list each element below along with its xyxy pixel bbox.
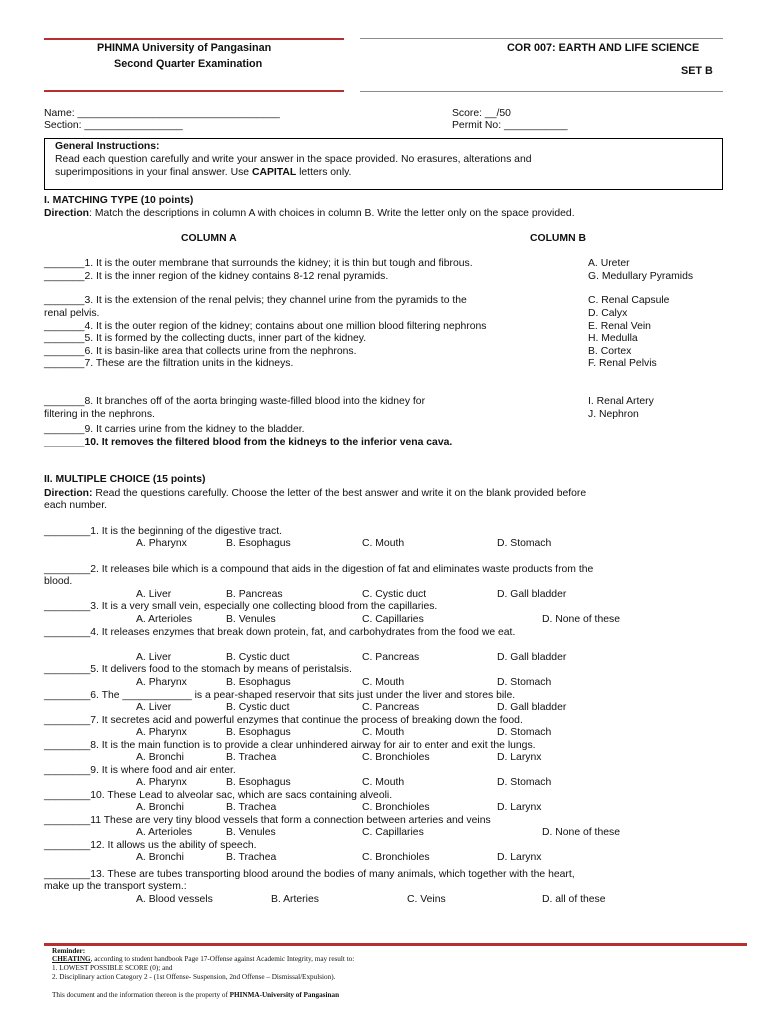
instructions-title: General Instructions: <box>55 141 160 152</box>
choice-d: D. Calyx <box>588 308 628 319</box>
choice-e: E. Renal Vein <box>588 321 651 332</box>
mc-q5-option-b: B. Esophagus <box>226 677 291 688</box>
column-a-header: COLUMN A <box>181 233 237 244</box>
footer-cheating <box>52 955 354 963</box>
mc-question-12: ________12. It allows us the ability of speech. <box>44 840 257 851</box>
name-field[interactable]: Name: ___________________________________ <box>44 108 280 119</box>
mc-q5-option-a: A. Pharynx <box>136 677 187 688</box>
mc-q12-option-b: B. Trachea <box>226 852 277 863</box>
choice-b: B. Cortex <box>588 346 632 357</box>
matching-item-3-cont: renal pelvis. <box>44 308 100 319</box>
mc-q3-option-b: B. Venules <box>226 614 276 625</box>
mc-q8-option-d: D. Larynx <box>497 752 542 763</box>
header-rule-bottom-right <box>360 91 723 92</box>
instructions-capital: CAPITAL <box>251 167 297 178</box>
mc-question-1: ________1. It is the beginning of the digestive tract. <box>44 526 282 537</box>
mc-q9-option-d: D. Stomach <box>497 777 552 788</box>
mc-question-8: ________8. It is the main function is to provide a clear unhindered airway for air to enter and exit the lungs. <box>44 740 536 751</box>
mc-q12-option-c: C. Bronchioles <box>362 852 430 863</box>
mc-q1-option-d: D. Stomach <box>497 538 552 549</box>
mc-q11-option-c: C. Capillaries <box>362 827 424 838</box>
mc-question-13: ________13. These are tubes transporting blood around the bodies of many animals, which together with the heart, <box>44 869 575 880</box>
mc-question-11: ________11 These are very tiny blood vessels that form a connection between arteries and veins <box>44 815 491 826</box>
mc-question-6: ________6. The ____________ is a pear-shaped reservoir that sits just under the liver and stores bile. <box>44 690 516 701</box>
mc-q8-option-a: A. Bronchi <box>136 752 184 763</box>
mc-q2-option-d: D. Gall bladder <box>497 589 567 600</box>
mc-q7-option-a: A. Pharynx <box>136 727 187 738</box>
instructions-line1: Read each question carefully and write your answer in the space provided. No erasures, alterations and <box>55 154 532 165</box>
choice-f: F. Renal Pelvis <box>588 358 657 369</box>
footer-item-2: 2. Disciplinary action Category 2 - (1st Offense- Suspension, 2nd Offense – Dismissal/Expulsion). <box>52 973 336 981</box>
exam-title: Second Quarter Examination <box>114 58 263 70</box>
matching-item-9: _______9. It carries urine from the kidney to the bladder. <box>44 424 305 435</box>
mc-q13-option-c: C. Veins <box>407 894 446 905</box>
matching-item-3: _______3. It is the extension of the renal pelvis; they channel urine from the pyramids to the <box>44 295 467 306</box>
matching-item-6: _______6. It is basin-like area that collects urine from the nephrons. <box>44 346 357 357</box>
mc-q4-option-d: D. Gall bladder <box>497 652 567 663</box>
mc-q6-option-c: C. Pancreas <box>362 702 420 713</box>
footer-property-pre: This document and the information thereon is the property of <box>52 991 230 999</box>
mc-direction-text: Read the questions carefully. Choose the letter of the best answer and write it on the blank provided before <box>92 488 587 499</box>
matching-direction-label: Direction <box>44 208 90 219</box>
header-rule-bottom-left <box>44 90 344 92</box>
mc-q11-option-a: A. Arterioles <box>136 827 193 838</box>
matching-item-10: _______10. It removes the filtered blood from the kidneys to the inferior vena cava. <box>44 437 453 448</box>
mc-q3-option-a: A. Arterioles <box>136 614 193 625</box>
mc-q8-option-c: C. Bronchioles <box>362 752 430 763</box>
set-label: SET B <box>681 65 713 77</box>
choice-i: I. Renal Artery <box>588 396 654 407</box>
mc-question-7: ________7. It secretes acid and powerful enzymes that continue the process of breaking down the food. <box>44 715 523 726</box>
mc-question-2: ________2. It releases bile which is a compound that aids in the digestion of fat and eliminates waste products from the <box>44 564 594 575</box>
choice-c: C. Renal Capsule <box>588 295 670 306</box>
mc-q13-option-a: A. Blood vessels <box>136 894 213 905</box>
mc-question-4: ________4. It releases enzymes that break down protein, fat, and carbohydrates from the food we eat. <box>44 627 516 638</box>
mc-q8-option-b: B. Trachea <box>226 752 277 763</box>
mc-q3-option-d: D. None of these <box>542 614 620 625</box>
mc-q5-option-c: C. Mouth <box>362 677 405 688</box>
footer-item-1: 1. LOWEST POSSIBLE SCORE (0); and <box>52 964 173 972</box>
matching-item-5: _______5. It is formed by the collecting ducts, inner part of the kidney. <box>44 333 367 344</box>
mc-q6-option-b: B. Cystic duct <box>226 702 290 713</box>
choice-j: J. Nephron <box>588 409 639 420</box>
mc-q10-option-d: D. Larynx <box>497 802 542 813</box>
matching-item-2: _______2. It is the inner region of the kidney contains 8-12 renal pyramids. <box>44 271 389 282</box>
instructions-line2-pre: superimpositions in your final answer. Use <box>55 167 252 178</box>
mc-q12-option-a: A. Bronchi <box>136 852 184 863</box>
mc-q2-option-b: B. Pancreas <box>226 589 283 600</box>
matching-direction <box>44 208 575 219</box>
mc-q9-option-c: C. Mouth <box>362 777 405 788</box>
mc-q2-option-a: A. Liver <box>136 589 172 600</box>
matching-item-8: _______8. It branches off of the aorta bringing waste-filled blood into the kidney for <box>44 396 426 407</box>
score-field[interactable]: Score: __/50 <box>452 108 511 119</box>
matching-item-1: _______1. It is the outer membrane that surrounds the kidney; it is thin but tough and fibrous. <box>44 258 473 269</box>
mc-q5-option-d: D. Stomach <box>497 677 552 688</box>
matching-title: I. MATCHING TYPE (10 points) <box>44 195 194 206</box>
instructions-line2-post: letters only. <box>296 167 352 178</box>
mc-question-10: ________10. These Lead to alveolar sac, which are sacs containing alveoli. <box>44 790 393 801</box>
mc-q9-option-a: A. Pharynx <box>136 777 187 788</box>
instructions-line2 <box>55 167 351 178</box>
matching-item-7: _______7. These are the filtration units in the kidneys. <box>44 358 294 369</box>
mc-direction-cont: each number. <box>44 500 107 511</box>
mc-direction-label: Direction: <box>44 488 93 499</box>
choice-a: A. Ureter <box>588 258 630 269</box>
footer-property-owner: PHINMA-University of Pangasinan <box>229 991 340 999</box>
mc-q10-option-a: A. Bronchi <box>136 802 184 813</box>
mc-q6-option-a: A. Liver <box>136 702 172 713</box>
mc-q12-option-d: D. Larynx <box>497 852 542 863</box>
mc-q4-option-b: B. Cystic duct <box>226 652 290 663</box>
mc-q11-option-b: B. Venules <box>226 827 276 838</box>
section-field[interactable]: Section: _________________ <box>44 120 183 131</box>
mc-title: II. MULTIPLE CHOICE (15 points) <box>44 474 206 485</box>
footer-cheating-text: , according to student handbook Page 17-Offense against Academic Integrity, may result to: <box>90 955 355 963</box>
mc-question-3: ________3. It is a very small vein, especially one collecting blood from the capillaries. <box>44 601 438 612</box>
column-b-header: COLUMN B <box>530 233 586 244</box>
matching-item-4: _______4. It is the outer region of the kidney; contains about one million blood filtering nephrons <box>44 321 487 332</box>
footer-cheating-label: CHEATING <box>52 955 91 963</box>
footer-property <box>52 991 339 999</box>
mc-q10-option-c: C. Bronchioles <box>362 802 430 813</box>
mc-q1-option-a: A. Pharynx <box>136 538 187 549</box>
mc-q1-option-b: B. Esophagus <box>226 538 291 549</box>
mc-q10-option-b: B. Trachea <box>226 802 277 813</box>
mc-q7-option-b: B. Esophagus <box>226 727 291 738</box>
school-name: PHINMA University of Pangasinan <box>97 42 272 54</box>
header-rule-top-right <box>360 38 723 39</box>
mc-q3-option-c: C. Capillaries <box>362 614 424 625</box>
matching-item-8-cont: filtering in the nephrons. <box>44 409 155 420</box>
mc-q4-option-a: A. Liver <box>136 652 172 663</box>
footer-reminder: Reminder: <box>52 947 86 955</box>
mc-question-2-cont: blood. <box>44 576 73 587</box>
mc-q9-option-b: B. Esophagus <box>226 777 291 788</box>
footer-rule <box>44 943 747 946</box>
mc-direction <box>44 488 586 499</box>
mc-q6-option-d: D. Gall bladder <box>497 702 567 713</box>
matching-direction-text: : Match the descriptions in column A with choices in column B. Write the letter only on the space provided. <box>89 208 575 219</box>
mc-q11-option-d: D. None of these <box>542 827 620 838</box>
mc-q2-option-c: C. Cystic duct <box>362 589 427 600</box>
mc-question-5: ________5. It delivers food to the stomach by means of peristalsis. <box>44 664 352 675</box>
permit-field[interactable]: Permit No: ___________ <box>452 120 568 131</box>
mc-q1-option-c: C. Mouth <box>362 538 405 549</box>
mc-question-9: ________9. It is where food and air enter. <box>44 765 236 776</box>
header-rule-top-left <box>44 38 344 40</box>
choice-h: H. Medulla <box>588 333 638 344</box>
mc-q13-option-d: D. all of these <box>542 894 606 905</box>
mc-question-13-cont: make up the transport system.: <box>44 881 187 892</box>
mc-q4-option-c: C. Pancreas <box>362 652 420 663</box>
choice-g: G. Medullary Pyramids <box>588 271 694 282</box>
mc-q13-option-b: B. Arteries <box>271 894 319 905</box>
mc-q7-option-d: D. Stomach <box>497 727 552 738</box>
mc-q7-option-c: C. Mouth <box>362 727 405 738</box>
course-title: COR 007: EARTH AND LIFE SCIENCE <box>507 42 700 54</box>
